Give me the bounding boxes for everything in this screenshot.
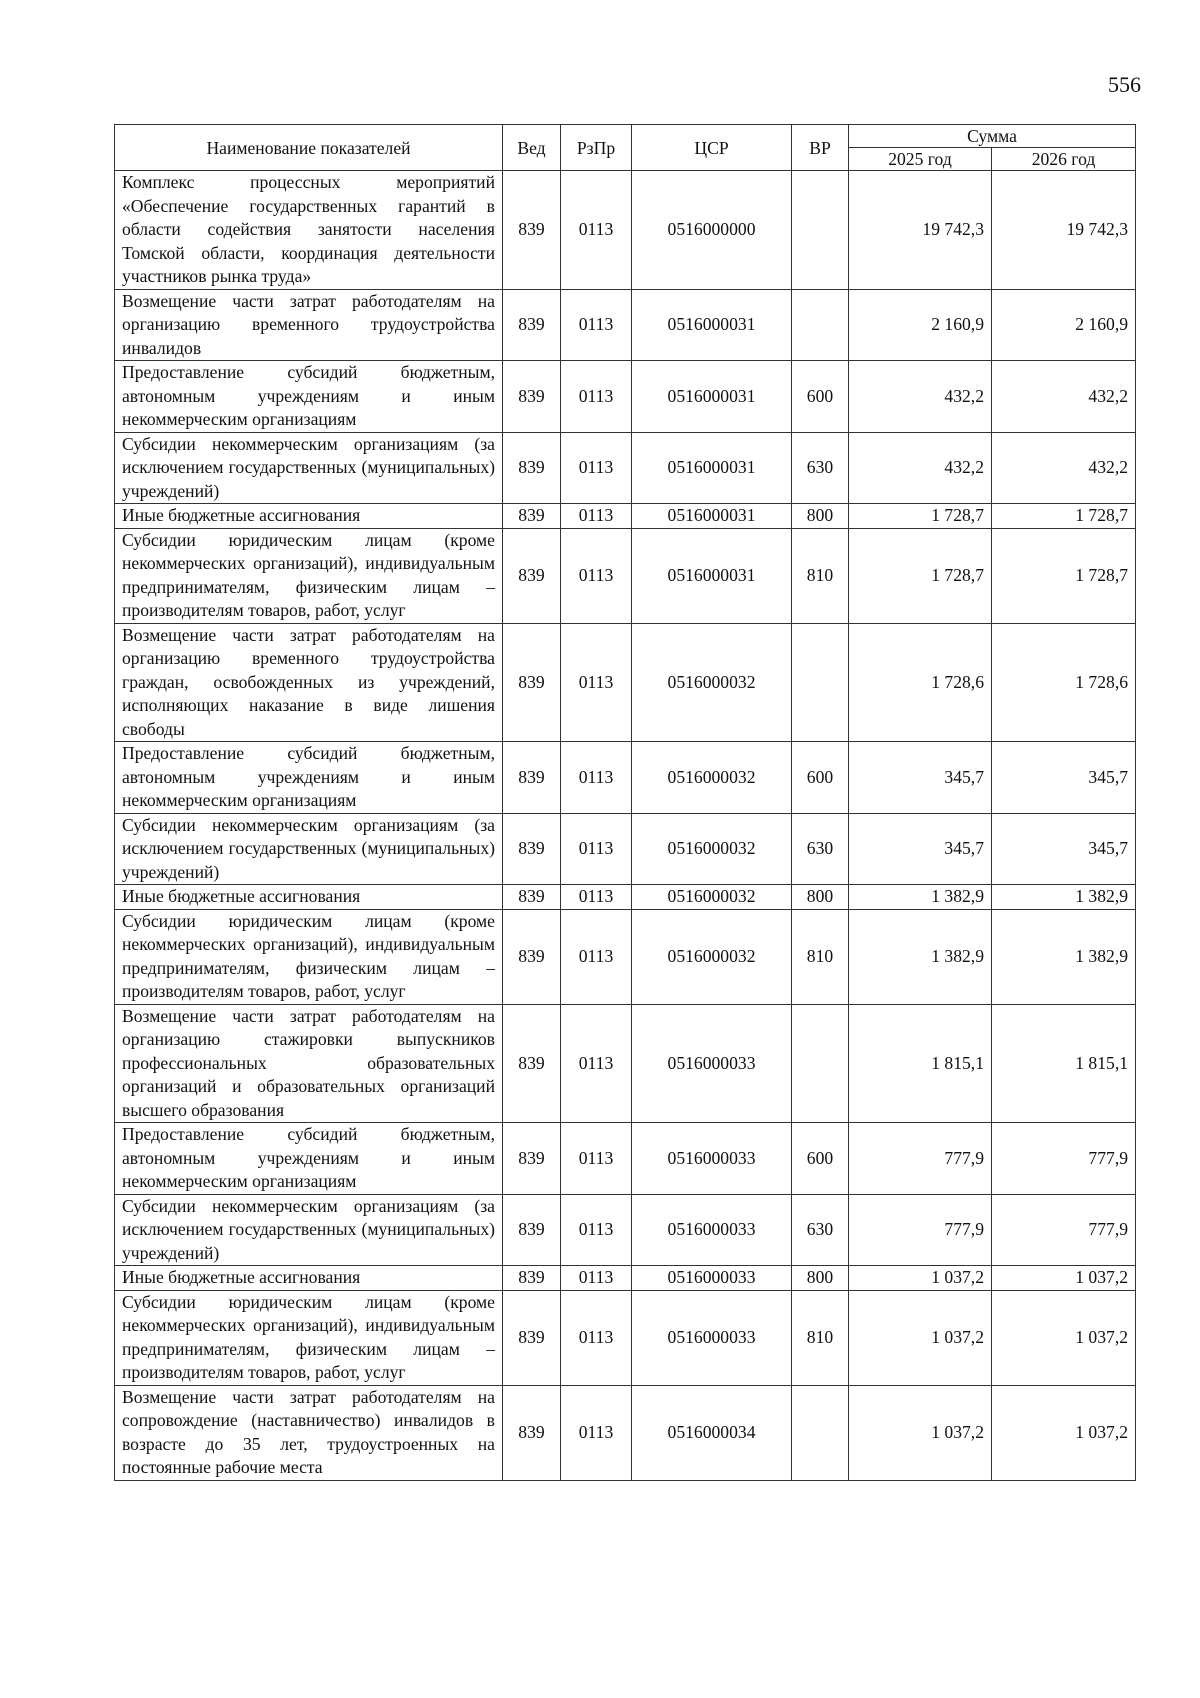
ved-cell: 839 (503, 1266, 561, 1291)
table-row (115, 361, 1136, 433)
csr-cell: 0516000000 (632, 171, 792, 290)
amount-2026-cell: 432,2 (992, 361, 1136, 433)
table-row (115, 623, 1136, 742)
amount-2026-cell: 1 037,2 (992, 1290, 1136, 1385)
amount-2026-cell: 1 037,2 (992, 1266, 1136, 1291)
rzpr-cell: 0113 (561, 504, 632, 529)
ved-cell: 839 (503, 885, 561, 910)
ved-cell: 839 (503, 909, 561, 1004)
rzpr-cell: 0113 (561, 813, 632, 885)
row-name: Субсидии некоммерческим организациям (за исключением государственных (муниципальных) учреждений) (115, 432, 503, 504)
rzpr-cell: 0113 (561, 1266, 632, 1291)
csr-cell: 0516000033 (632, 1004, 792, 1123)
page-number: 556 (1108, 72, 1141, 97)
amount-2025-cell: 777,9 (849, 1123, 992, 1195)
vr-cell: 630 (792, 1194, 849, 1266)
header-year-2025: 2025 год (849, 148, 992, 171)
csr-cell: 0516000032 (632, 885, 792, 910)
amount-2025-cell: 345,7 (849, 742, 992, 814)
header-sum: Сумма (849, 125, 1136, 148)
rzpr-cell: 0113 (561, 909, 632, 1004)
vr-cell: 600 (792, 742, 849, 814)
vr-cell (792, 171, 849, 290)
amount-2025-cell: 432,2 (849, 432, 992, 504)
vr-cell: 600 (792, 1123, 849, 1195)
amount-2025-cell: 1 037,2 (849, 1290, 992, 1385)
vr-cell: 630 (792, 432, 849, 504)
ved-cell: 839 (503, 432, 561, 504)
amount-2025-cell: 432,2 (849, 361, 992, 433)
table-body (115, 171, 1136, 1481)
amount-2026-cell: 345,7 (992, 813, 1136, 885)
row-name: Возмещение части затрат работодателям на организацию временного трудоустройства инвалидов (115, 289, 503, 361)
table-row (115, 1266, 1136, 1291)
rzpr-cell: 0113 (561, 432, 632, 504)
rzpr-cell: 0113 (561, 361, 632, 433)
amount-2025-cell: 1 382,9 (849, 885, 992, 910)
budget-table (114, 124, 1136, 1481)
amount-2025-cell: 1 037,2 (849, 1385, 992, 1480)
vr-cell (792, 623, 849, 742)
table-row (115, 885, 1136, 910)
csr-cell: 0516000032 (632, 742, 792, 814)
row-name: Субсидии некоммерческим организациям (за исключением государственных (муниципальных) учреждений) (115, 1194, 503, 1266)
row-name: Предоставление субсидий бюджетным, автономным учреждениям и иным некоммерческим организациям (115, 361, 503, 433)
row-name: Возмещение части затрат работодателям на сопровождение (наставничество) инвалидов в возрасте до 35 лет, трудоустроенных на постоянные рабочие места (115, 1385, 503, 1480)
ved-cell: 839 (503, 1385, 561, 1480)
vr-cell: 600 (792, 361, 849, 433)
csr-cell: 0516000031 (632, 361, 792, 433)
rzpr-cell: 0113 (561, 885, 632, 910)
vr-cell: 800 (792, 1266, 849, 1291)
amount-2026-cell: 1 728,7 (992, 528, 1136, 623)
vr-cell: 630 (792, 813, 849, 885)
csr-cell: 0516000033 (632, 1266, 792, 1291)
header-rzpr: РзПр (561, 125, 632, 171)
table-row (115, 742, 1136, 814)
row-name: Предоставление субсидий бюджетным, автономным учреждениям и иным некоммерческим организациям (115, 742, 503, 814)
amount-2026-cell: 1 037,2 (992, 1385, 1136, 1480)
table-row (115, 528, 1136, 623)
csr-cell: 0516000033 (632, 1194, 792, 1266)
amount-2026-cell: 19 742,3 (992, 171, 1136, 290)
rzpr-cell: 0113 (561, 742, 632, 814)
rzpr-cell: 0113 (561, 171, 632, 290)
ved-cell: 839 (503, 171, 561, 290)
ved-cell: 839 (503, 1123, 561, 1195)
row-name: Субсидии юридическим лицам (кроме некоммерческих организаций), индивидуальным предпринимателям, физическим лицам – производителям товаров, работ, услуг (115, 1290, 503, 1385)
amount-2026-cell: 345,7 (992, 742, 1136, 814)
csr-cell: 0516000032 (632, 909, 792, 1004)
table-header (115, 125, 1136, 171)
ved-cell: 839 (503, 504, 561, 529)
amount-2026-cell: 1 728,6 (992, 623, 1136, 742)
amount-2025-cell: 1 382,9 (849, 909, 992, 1004)
table-row (115, 432, 1136, 504)
header-vr: ВР (792, 125, 849, 171)
ved-cell: 839 (503, 742, 561, 814)
table-row (115, 171, 1136, 290)
csr-cell: 0516000034 (632, 1385, 792, 1480)
ved-cell: 839 (503, 528, 561, 623)
amount-2026-cell: 432,2 (992, 432, 1136, 504)
amount-2025-cell: 777,9 (849, 1194, 992, 1266)
vr-cell (792, 1004, 849, 1123)
table-row (115, 1123, 1136, 1195)
row-name: Субсидии юридическим лицам (кроме некоммерческих организаций), индивидуальным предпринимателям, физическим лицам – производителям товаров, работ, услуг (115, 528, 503, 623)
ved-cell: 839 (503, 1290, 561, 1385)
csr-cell: 0516000031 (632, 504, 792, 529)
ved-cell: 839 (503, 1004, 561, 1123)
amount-2025-cell: 1 037,2 (849, 1266, 992, 1291)
rzpr-cell: 0113 (561, 1004, 632, 1123)
amount-2025-cell: 1 728,7 (849, 504, 992, 529)
rzpr-cell: 0113 (561, 1194, 632, 1266)
row-name: Возмещение части затрат работодателям на организацию временного трудоустройства граждан, освобожденных из учреждений, исполняющих наказание в виде лишения свободы (115, 623, 503, 742)
csr-cell: 0516000033 (632, 1123, 792, 1195)
vr-cell: 800 (792, 504, 849, 529)
row-name: Возмещение части затрат работодателям на организацию стажировки выпускников профессиональных образовательных организаций и образовательных организаций высшего образования (115, 1004, 503, 1123)
vr-cell (792, 1385, 849, 1480)
table-row (115, 1385, 1136, 1480)
csr-cell: 0516000031 (632, 289, 792, 361)
table-row (115, 909, 1136, 1004)
ved-cell: 839 (503, 623, 561, 742)
rzpr-cell: 0113 (561, 289, 632, 361)
amount-2025-cell: 1 728,7 (849, 528, 992, 623)
table-row (115, 1004, 1136, 1123)
csr-cell: 0516000031 (632, 528, 792, 623)
table-row (115, 504, 1136, 529)
rzpr-cell: 0113 (561, 1290, 632, 1385)
vr-cell: 810 (792, 528, 849, 623)
amount-2025-cell: 19 742,3 (849, 171, 992, 290)
rzpr-cell: 0113 (561, 528, 632, 623)
row-name: Иные бюджетные ассигнования (115, 885, 503, 910)
csr-cell: 0516000033 (632, 1290, 792, 1385)
ved-cell: 839 (503, 1194, 561, 1266)
amount-2026-cell: 777,9 (992, 1194, 1136, 1266)
header-row (115, 125, 1136, 148)
row-name: Субсидии юридическим лицам (кроме некоммерческих организаций), индивидуальным предпринимателям, физическим лицам – производителям товаров, работ, услуг (115, 909, 503, 1004)
amount-2026-cell: 777,9 (992, 1123, 1136, 1195)
amount-2026-cell: 1 382,9 (992, 885, 1136, 910)
rzpr-cell: 0113 (561, 1385, 632, 1480)
row-name: Предоставление субсидий бюджетным, автономным учреждениям и иным некоммерческим организациям (115, 1123, 503, 1195)
row-name: Комплекс процессных мероприятий «Обеспечение государственных гарантий в области содействия занятости населения Томской области, координация деятельности участников рынка труда» (115, 171, 503, 290)
header-name: Наименование показателей (115, 125, 503, 171)
ved-cell: 839 (503, 813, 561, 885)
vr-cell: 810 (792, 1290, 849, 1385)
vr-cell (792, 289, 849, 361)
csr-cell: 0516000032 (632, 813, 792, 885)
csr-cell: 0516000032 (632, 623, 792, 742)
ved-cell: 839 (503, 361, 561, 433)
ved-cell: 839 (503, 289, 561, 361)
table-row (115, 289, 1136, 361)
amount-2026-cell: 1 382,9 (992, 909, 1136, 1004)
header-csr: ЦСР (632, 125, 792, 171)
amount-2025-cell: 345,7 (849, 813, 992, 885)
amount-2026-cell: 2 160,9 (992, 289, 1136, 361)
vr-cell: 800 (792, 885, 849, 910)
row-name: Иные бюджетные ассигнования (115, 1266, 503, 1291)
rzpr-cell: 0113 (561, 1123, 632, 1195)
vr-cell: 810 (792, 909, 849, 1004)
amount-2025-cell: 1 815,1 (849, 1004, 992, 1123)
header-year-2026: 2026 год (992, 148, 1136, 171)
amount-2026-cell: 1 815,1 (992, 1004, 1136, 1123)
row-name: Субсидии некоммерческим организациям (за исключением государственных (муниципальных) учреждений) (115, 813, 503, 885)
table-row (115, 1290, 1136, 1385)
amount-2025-cell: 2 160,9 (849, 289, 992, 361)
header-ved: Вед (503, 125, 561, 171)
csr-cell: 0516000031 (632, 432, 792, 504)
amount-2025-cell: 1 728,6 (849, 623, 992, 742)
rzpr-cell: 0113 (561, 623, 632, 742)
row-name: Иные бюджетные ассигнования (115, 504, 503, 529)
table-row (115, 1194, 1136, 1266)
table-row (115, 813, 1136, 885)
amount-2026-cell: 1 728,7 (992, 504, 1136, 529)
